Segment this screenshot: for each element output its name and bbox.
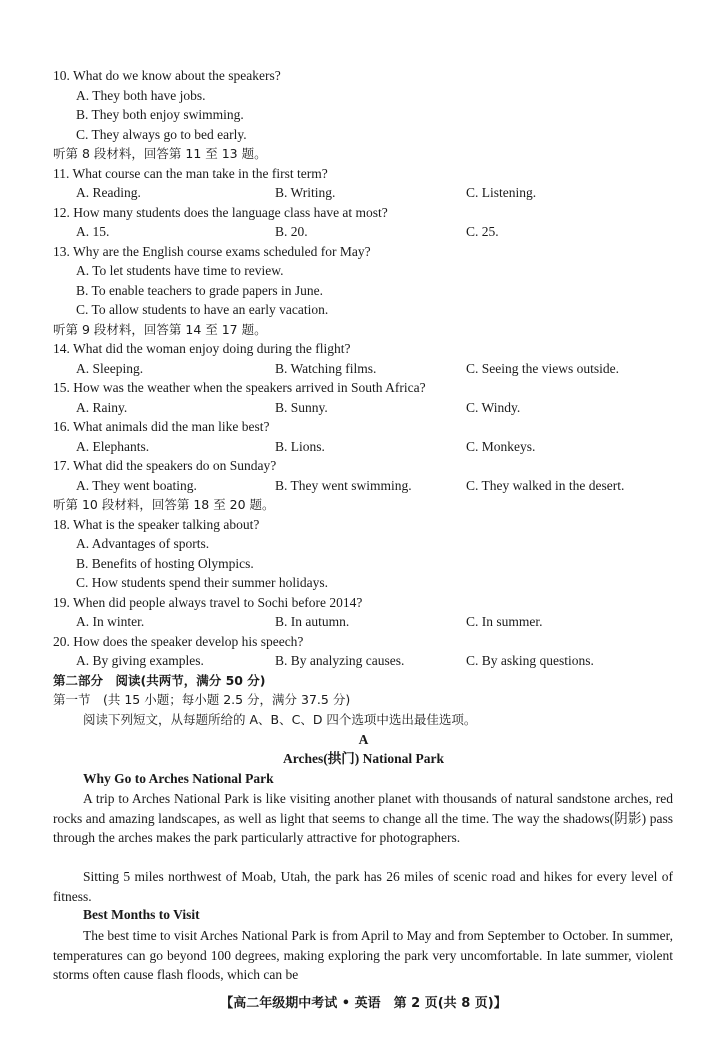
option-17c: C. They walked in the desert. [466, 478, 625, 493]
question-16: 16. What animals did the man like best? [53, 419, 270, 434]
option-15c: C. Windy. [466, 400, 521, 415]
instruction-section8: 听第 8 段材料，回答第 11 至 13 题。 [53, 146, 267, 161]
option-10b: B. They both enjoy swimming. [76, 107, 244, 122]
option-13a: A. To let students have time to review. [76, 263, 284, 278]
option-18b: B. Benefits of hosting Olympics. [76, 556, 254, 571]
option-16a: A. Elephants. [76, 439, 150, 454]
option-12b: B. 20. [275, 224, 308, 239]
question-14: 14. What did the woman enjoy doing during the flight? [53, 341, 351, 356]
question-17: 17. What did the speakers do on Sunday? [53, 458, 277, 473]
option-14a: A. Sleeping. [76, 361, 144, 376]
option-11c: C. Listening. [466, 185, 537, 200]
option-20a: A. By giving examples. [76, 653, 204, 668]
option-14b: B. Watching films. [275, 361, 377, 376]
paragraph-1: A trip to Arches National Park is like visiting another planet with thousands of natural sandstone arches, red rocks and amazing landscapes, as well as light that seems to change all the time. The way the shadows(阴影) pass through the arches makes the park particularly attractive for photographers. [53, 791, 673, 846]
option-10a: A. They both have jobs. [76, 88, 206, 103]
option-16b: B. Lions. [275, 439, 325, 454]
passage-letter: A [358, 732, 369, 747]
question-19: 19. When did people always travel to Sochi before 2014? [53, 595, 363, 610]
question-15: 15. How was the weather when the speakers arrived in South Africa? [53, 380, 426, 395]
option-20c: C. By asking questions. [466, 653, 594, 668]
option-18a: A. Advantages of sports. [76, 536, 210, 551]
option-19b: B. In autumn. [275, 614, 350, 629]
option-13b: B. To enable teachers to grade papers in June. [76, 283, 323, 298]
option-12c: C. 25. [466, 224, 499, 239]
question-11: 11. What course can the man take in the first term? [53, 166, 328, 181]
section-one-heading: 第一节 (共 15 小题；每小题 2.5 分，满分 37.5 分) [53, 692, 351, 707]
section-heading-best-months: Best Months to Visit [83, 907, 200, 922]
option-18c: C. How students spend their summer holidays. [76, 575, 328, 590]
option-10c: C. They always go to bed early. [76, 127, 247, 142]
section-heading-why-go: Why Go to Arches National Park [83, 771, 274, 786]
option-14c: C. Seeing the views outside. [466, 361, 619, 376]
paragraph-2: Sitting 5 miles northwest of Moab, Utah, the park has 26 miles of scenic road and hikes for every level of fitness. [53, 869, 673, 904]
option-17a: A. They went boating. [76, 478, 197, 493]
option-17b: B. They went swimming. [275, 478, 412, 493]
paragraph-3: The best time to visit Arches National Park is from April to May and from September to October. In summer, temperatures can go beyond 100 degrees, making exploring the park very uncomfortable. In late summer, violent storms often cause flash floods, which can be [53, 928, 673, 983]
question-20: 20. How does the speaker develop his speech? [53, 634, 304, 649]
option-11b: B. Writing. [275, 185, 336, 200]
option-11a: A. Reading. [76, 185, 141, 200]
question-12: 12. How many students does the language class have at most? [53, 205, 388, 220]
option-16c: C. Monkeys. [466, 439, 536, 454]
option-15b: B. Sunny. [275, 400, 328, 415]
option-19a: A. In winter. [76, 614, 145, 629]
question-13: 13. Why are the English course exams scheduled for May? [53, 244, 371, 259]
option-19c: C. In summer. [466, 614, 543, 629]
question-18: 18. What is the speaker talking about? [53, 517, 260, 532]
instruction-section10: 听第 10 段材料，回答第 18 至 20 题。 [53, 497, 275, 512]
part-two-heading: 第二部分 阅读(共两节，满分 50 分) [53, 673, 266, 688]
page-footer: 【高二年级期中考试 • 英语 第 2 页(共 8 页)】 [220, 996, 507, 1011]
reading-instruction: 阅读下列短文，从每题所给的 A、B、C、D 四个选项中选出最佳选项。 [83, 712, 477, 727]
question-10: 10. What do we know about the speakers? [53, 68, 281, 83]
option-20b: B. By analyzing causes. [275, 653, 405, 668]
option-13c: C. To allow students to have an early vacation. [76, 302, 329, 317]
option-12a: A. 15. [76, 224, 110, 239]
passage-title: Arches(拱门) National Park [283, 751, 444, 766]
option-15a: A. Rainy. [76, 400, 128, 415]
instruction-section9: 听第 9 段材料，回答第 14 至 17 题。 [53, 322, 267, 337]
